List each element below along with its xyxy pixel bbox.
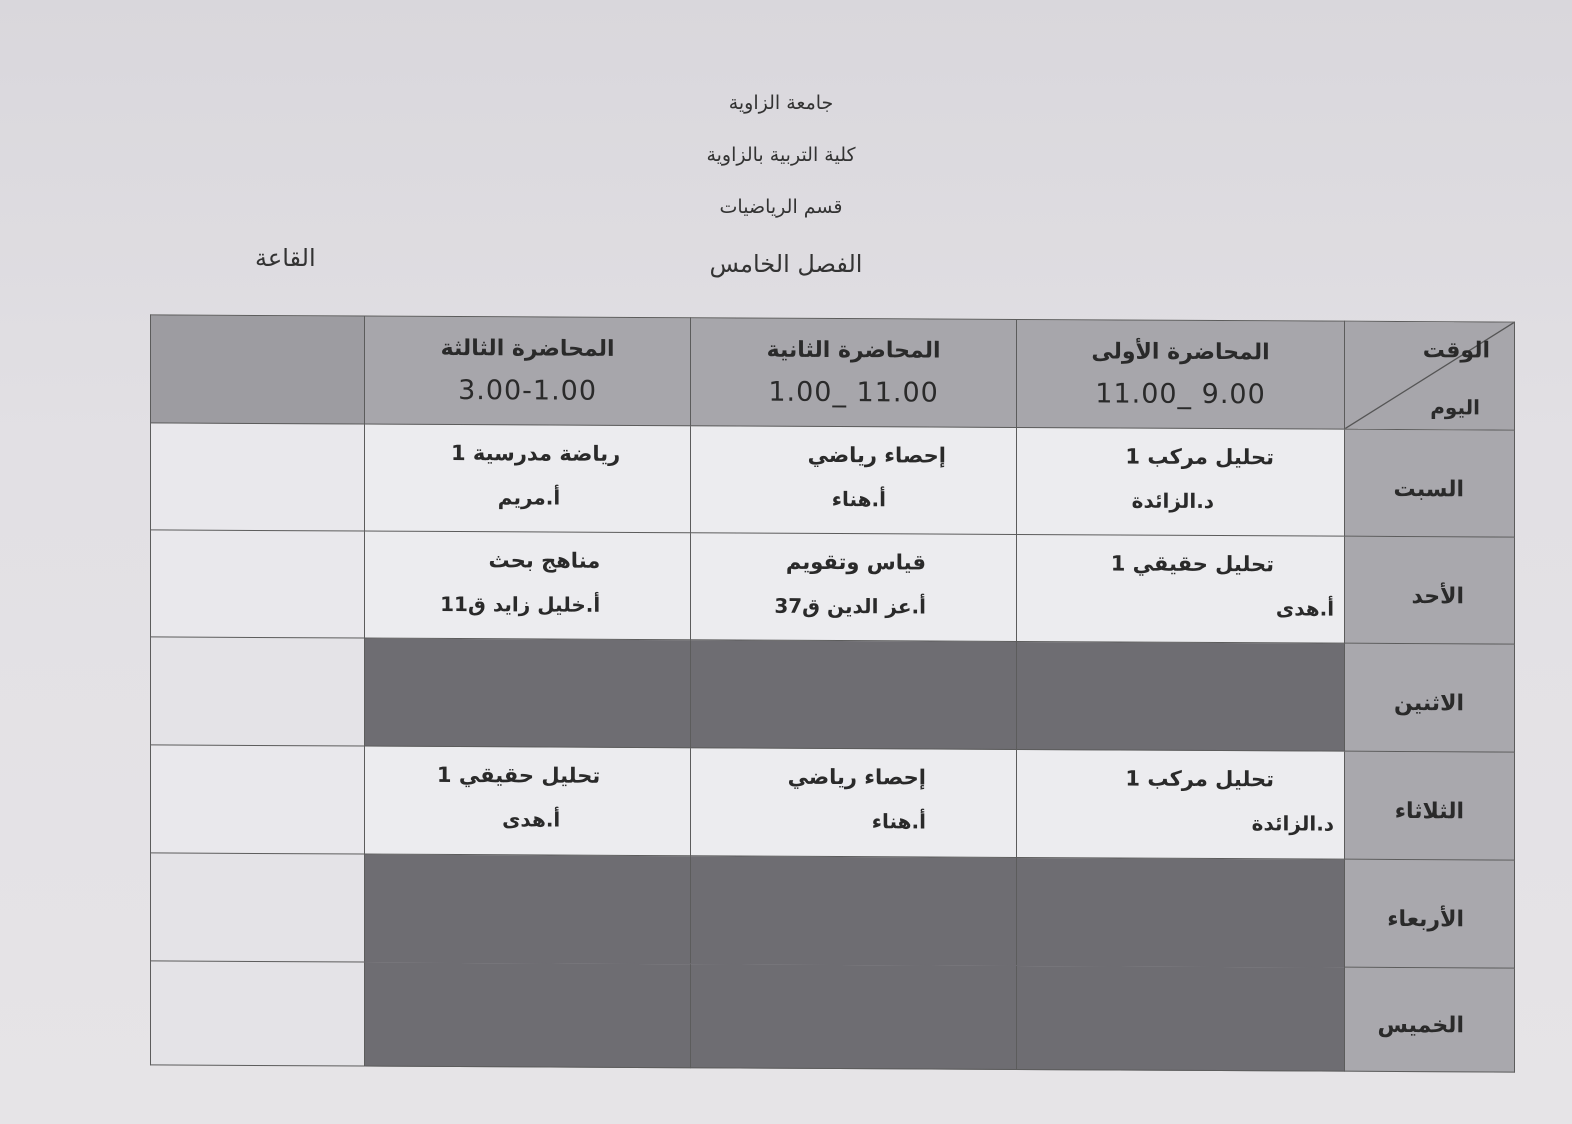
table-row [151, 423, 1515, 537]
subject-name: إحصاء رياضي [807, 442, 946, 468]
period-title: المحاضرة الثانية [766, 337, 941, 364]
empty-slot [364, 854, 690, 964]
empty-slot [1016, 965, 1344, 1071]
subject-name: تحليل مركب 1 [1125, 444, 1275, 470]
instructor-name: د.الزائدة [1131, 488, 1215, 513]
day-cell [1345, 643, 1515, 752]
table-row [151, 961, 1515, 1072]
period-time: 11.00_ 9.00 [1095, 377, 1266, 410]
university-name: جامعة الزاوية [728, 92, 834, 114]
instructor-name: أ.هدى [502, 807, 561, 832]
period-time: 3.00-1.00 [458, 374, 598, 407]
instructor-name: أ.هدى [1275, 596, 1335, 621]
empty-slot [691, 964, 1017, 1070]
day-cell [1345, 751, 1515, 860]
schedule-entry [691, 533, 1017, 642]
schedule-entry [691, 426, 1017, 535]
day-name: الثلاثاء [1394, 798, 1464, 825]
period-header [1016, 319, 1344, 429]
day-name: الخميس [1377, 1012, 1464, 1039]
instructor-name: أ.هناء [871, 809, 926, 834]
subject-name: قياس وتقويم [785, 549, 926, 575]
schedule-entry [364, 746, 690, 856]
table-row [151, 530, 1515, 644]
day-cell [1345, 536, 1515, 644]
empty-slot [1016, 857, 1344, 967]
table-row [151, 745, 1515, 860]
room-label: القاعة [255, 244, 316, 272]
day-name: الأحد [1411, 583, 1464, 609]
day-cell [1345, 967, 1515, 1072]
empty-slot [691, 856, 1017, 966]
semester-title: الفصل الخامس [709, 250, 863, 278]
schedule-entry [364, 531, 690, 640]
instructor-name: أ.خليل زايد ق11 [440, 591, 601, 617]
day-name: السبت [1393, 476, 1464, 502]
room-cell [151, 961, 365, 1066]
day-name: الأربعاء [1387, 906, 1464, 933]
room-cell [151, 637, 365, 746]
schedule-entry [1016, 427, 1344, 536]
instructor-name: أ.عز الدين ق37 [774, 593, 926, 619]
schedule-entry [691, 748, 1017, 858]
period-header [364, 316, 690, 426]
empty-slot [364, 638, 690, 748]
period-header [691, 318, 1017, 428]
day-cell [1345, 859, 1515, 968]
instructor-name: أ.هناء [831, 486, 886, 512]
instructor-name: د.الزائدة [1251, 811, 1335, 836]
corner-day-label: اليوم [1430, 395, 1480, 420]
schedule-table [150, 314, 1515, 1072]
subject-name: تحليل حقيقي 1 [1110, 551, 1275, 577]
empty-slot [364, 962, 690, 1068]
table-header-row [151, 315, 1515, 430]
empty-slot [691, 640, 1017, 750]
corner-time-label: الوقت [1422, 338, 1490, 364]
room-cell [151, 853, 365, 962]
period-title: المحاضرة الثالثة [440, 335, 615, 362]
department-name: قسم الرياضيات [719, 196, 843, 218]
table-row [151, 637, 1515, 752]
period-title: المحاضرة الأولى [1091, 338, 1270, 365]
subject-name: مناهج بحث [488, 548, 601, 573]
empty-slot [1016, 641, 1344, 751]
room-cell [151, 745, 365, 854]
schedule-entry [1016, 534, 1344, 643]
subject-name: رياضة مدرسية 1 [450, 441, 621, 466]
schedule-entry [364, 424, 690, 533]
day-name: الاثنين [1394, 690, 1464, 717]
subject-name: تحليل حقيقي 1 [436, 762, 601, 788]
subject-name: إحصاء رياضي [787, 764, 926, 790]
table-row [151, 853, 1515, 968]
period-time: 1.00_ 11.00 [768, 376, 939, 409]
room-cell [151, 423, 365, 531]
corner-cell [1345, 321, 1515, 430]
subject-name: تحليل مركب 1 [1125, 766, 1275, 792]
schedule-entry [1016, 749, 1344, 859]
room-header-cell [151, 315, 365, 424]
room-cell [151, 530, 365, 638]
faculty-name: كلية التربية بالزاوية [706, 144, 856, 166]
day-cell [1345, 429, 1515, 537]
instructor-name: أ.مريم [497, 485, 561, 510]
